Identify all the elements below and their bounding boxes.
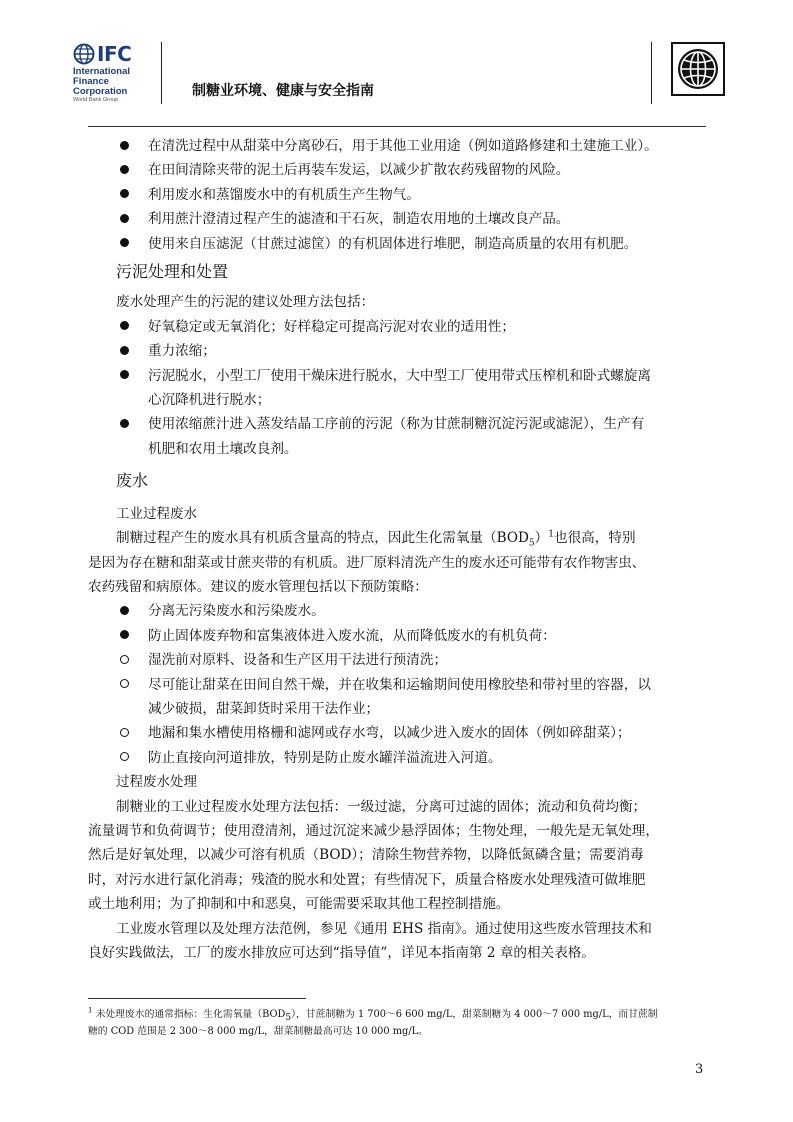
paragraph-line: 是因为存在糖和甜菜或甘蔗夹带的有机质。进厂原料清洗产生的废水还可能带有农作物害虫、 bbox=[88, 554, 646, 571]
paragraph: 制糖过程产生的废水具有机质含量高的特点，因此生化需氧量$(BOD_5)^1$也很高，特别 bbox=[116, 529, 636, 549]
bullet-dot-icon bbox=[120, 214, 129, 223]
section-heading-wastewater: 废水 bbox=[116, 471, 149, 491]
footnote-mark: 1 bbox=[88, 1006, 93, 1015]
list-item: 地漏和集水槽使用格栅和滤网或存水弯，以减少进入废水的固体（例如碎甜菜）； bbox=[88, 721, 708, 745]
section-heading-sludge: 污泥处理和处置 bbox=[116, 262, 229, 282]
paragraph-line: 然后是好氧处理，以减少可溶有机质（BOD）；清除生物营养物，以降低氮磷含量；需要消毒 bbox=[88, 847, 644, 864]
ifc-logo-text: IFC bbox=[97, 42, 132, 66]
document-title: 制糖业环境、健康与安全指南 bbox=[192, 83, 374, 99]
bullet-dot-icon bbox=[120, 630, 129, 639]
ifc-globe-icon bbox=[73, 43, 95, 65]
bullet-dot-icon bbox=[120, 141, 129, 150]
list-item: 防止直接向河道排放，特别是防止废水罐洋溢流进入河道。 bbox=[88, 746, 708, 770]
footnote-rule bbox=[88, 998, 306, 999]
footnote: $^1$ 未处理废水的通常指标：生化需氧量$(BOD_5)$，甘蔗制糖为 1 700～6 600 mg/L，甜菜制糖为 4 000～7 000 mg/L，而甘蔗制 糖的 COD 范围是 2 300～8 000 mg/L，甜菜制糖最高可达 10 000 mg/L。 bbox=[88, 1006, 658, 1037]
footnote-ref[interactable]: 1 bbox=[548, 529, 554, 540]
list-item: 湿洗前对原料、设备和生产区用干法进行预清洗； bbox=[88, 648, 708, 672]
bullet-dot-icon bbox=[120, 370, 129, 379]
list-item: 重力浓缩； bbox=[88, 339, 708, 363]
ifc-logo-line: Finance bbox=[73, 76, 109, 87]
bullet-ring-icon bbox=[120, 728, 129, 737]
bullet-dot-icon bbox=[120, 165, 129, 174]
bullet-ring-icon bbox=[120, 679, 129, 688]
list-item: 污泥脱水，小型工厂使用干燥床进行脱水，大中型工厂使用带式压榨机和卧式螺旋离 心沉降机进行脱水； bbox=[88, 364, 708, 413]
bullet-ring-icon bbox=[120, 655, 129, 664]
header-divider bbox=[651, 42, 652, 104]
paragraph-line: 良好实践做法，工厂的废水排放应可达到“指导值”，详见本指南第 2 章的相关表格。 bbox=[88, 945, 595, 961]
bullet-dot-icon bbox=[120, 238, 129, 247]
subheading-process-wastewater: 过程废水处理 bbox=[116, 774, 197, 791]
list-item: 利用蔗汁澄清过程产生的滤渣和干石灰，制造农用地的土壤改良产品。 bbox=[88, 207, 708, 231]
list-item: 使用浓缩蔗汁进入蒸发结晶工序前的污泥（称为甘蔗制糖沉淀污泥或滤泥），生产有 机肥和农用土壤改良剂。 bbox=[88, 412, 708, 461]
ifc-logo-subline: World Bank Group bbox=[73, 97, 119, 103]
list-item: 分离无污染废水和污染废水。 bbox=[88, 599, 708, 623]
bullet-dot-icon bbox=[120, 606, 129, 615]
list-item: 尽可能让甜菜在田间自然干燥，并在收集和运输期间使用橡胶垫和带衬里的容器，以 减少破损，甜菜卸货时采用干法作业； bbox=[88, 673, 708, 722]
paragraph-line: 时，对污水进行氯化消毒；残渣的脱水和处置；有些情况下，质量合格废水处理残渣可做堆肥 bbox=[88, 871, 646, 888]
page-number: 3 bbox=[695, 1062, 704, 1077]
list-item: 利用废水和蒸馏废水中的有机质生产生物气。 bbox=[88, 183, 708, 207]
ifc-logo-line: International bbox=[73, 66, 131, 77]
paragraph-line: 流量调节和负荷调节；使用澄清剂，通过沉淀来减少悬浮固体；生物处理，一般先是无氧处理， bbox=[88, 822, 659, 839]
ifc-logo bbox=[73, 42, 153, 112]
header-rule bbox=[88, 126, 706, 127]
paragraph: 制糖业的工业过程废水处理方法包括：一级过滤，分离可过滤的固体；流动和负荷均衡； bbox=[116, 798, 647, 815]
paragraph-line: 农药残留和病原体。建议的废水管理包括以下预防策略： bbox=[88, 578, 428, 595]
subheading-industrial-wastewater: 工业过程废水 bbox=[116, 505, 197, 522]
list-item: 使用来自压滤泥（甘蔗过滤筐）的有机固体进行堆肥，制造高质量的农用有机肥。 bbox=[88, 232, 708, 256]
bullet-ring-icon bbox=[120, 752, 129, 761]
list-item: 在田间清除夹带的泥土后再装车发运，以减少扩散农药残留物的风险。 bbox=[88, 158, 708, 182]
ifc-logo-line: Corporation bbox=[73, 86, 128, 97]
strategy-list bbox=[88, 599, 708, 770]
bullet-dot-icon bbox=[120, 419, 129, 428]
list-item: 好氧稳定或无氧消化；好样稳定可提高污泥对农业的适用性； bbox=[88, 315, 708, 339]
bullet-dot-icon bbox=[120, 189, 129, 198]
paragraph: 工业废水管理以及处理方法范例，参见《通用 EHS 指南》。通过使用这些废水管理技术和 bbox=[116, 920, 652, 937]
world-bank-globe-icon bbox=[671, 42, 725, 96]
body-text bbox=[88, 134, 708, 965]
list-item: 防止固体废弃物和富集液体进入废水流，从而降低废水的有机负荷： bbox=[88, 624, 708, 648]
header-divider bbox=[161, 42, 162, 104]
paragraph-line: 或土地利用；为了抑制和中和恶臭，可能需要采取其他工程控制措施。 bbox=[88, 896, 510, 913]
bullet-dot-icon bbox=[120, 346, 129, 355]
bullet-dot-icon bbox=[120, 321, 129, 330]
page-header bbox=[0, 0, 793, 120]
paragraph: 废水处理产生的污泥的建议处理方法包括： bbox=[116, 294, 375, 311]
list-item: 在清洗过程中从甜菜中分离砂石，用于其他工业用途（例如道路修建和土建施工业）。 bbox=[88, 134, 708, 158]
